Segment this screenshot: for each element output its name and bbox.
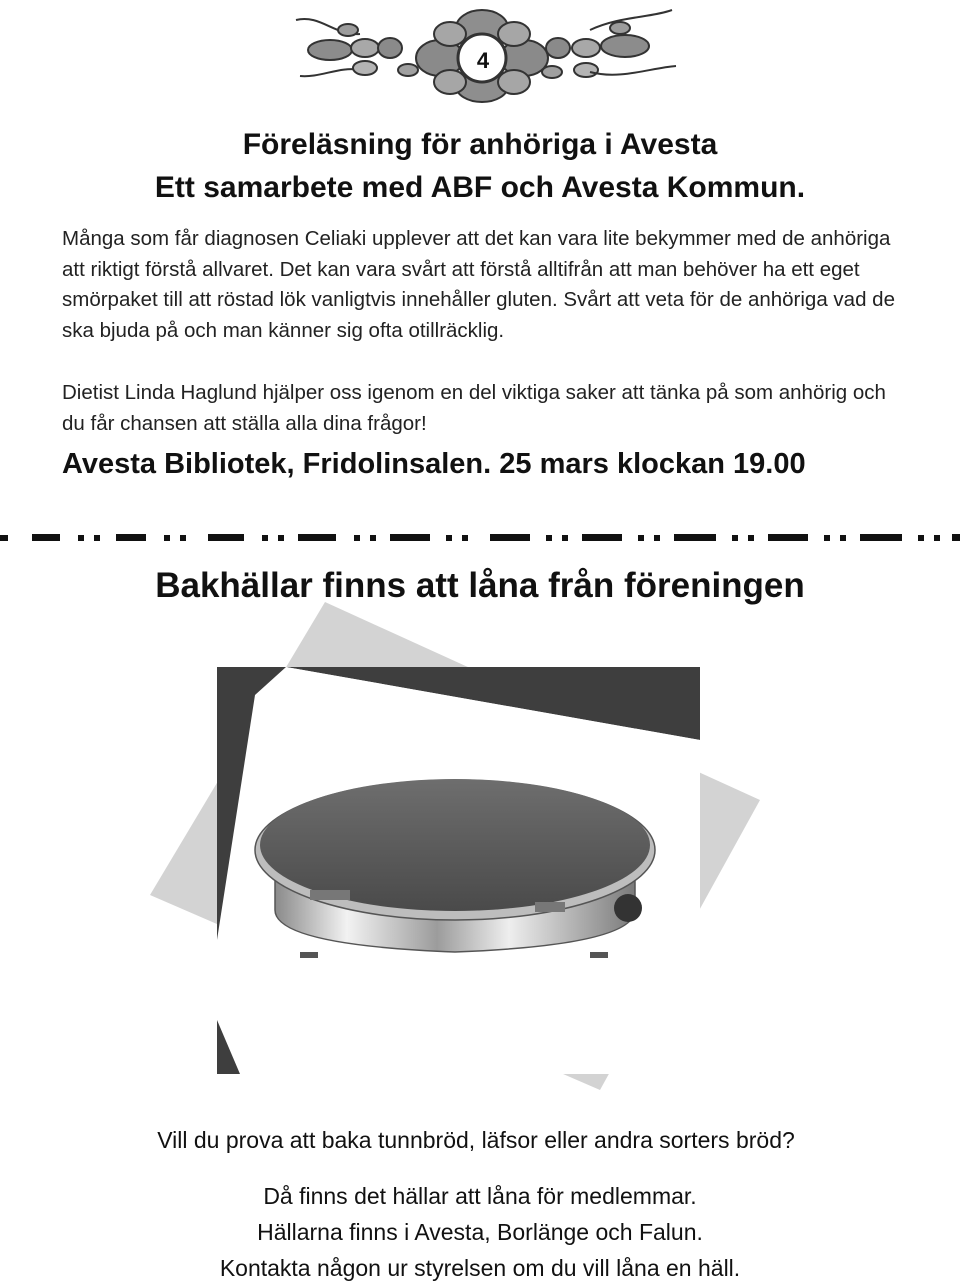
lecture-paragraph-1: Många som får diagnosen Celiaki upplever att det kan vara lite bekymmer med de anhöriga att riktigt förstå allvaret. Det kan vara svårt att förstå alltifrån att man behöver ha ett eget smörpaket till att röstad lök vanligtvis innehåller gluten. Svårt att veta för de anhöriga vad de ska bjuda på och man känner sig ofta otillräcklig. [62,227,895,342]
lecture-paragraph-2: Dietist Linda Haglund hjälper oss igenom en del viktiga saker att tänka på som anhörig och du får chansen att ställa alla dina frågor! [62,381,886,435]
bakhallar-question: Vill du prova att baka tunnbröd, läfsor eller andra sorters bröd? [157,1127,795,1153]
bakhallar-info-2: Hällarna finns i Avesta, Borlänge och Falun. [257,1219,703,1245]
bakhallar-info-3: Kontakta någon ur styrelsen om du vill låna en häll. [219,1255,741,1281]
bakhallar-title: Bakhällar finns att låna från föreningen [155,566,805,605]
section-divider [0,527,960,547]
event-location-time: Avesta Bibliotek, Fridolinsalen. 25 mars klockan 19.00 [62,448,806,480]
bakhallar-info-1: Då finns det hällar att låna för medlemmar. [263,1183,697,1209]
lecture-title: Föreläsning för anhöriga i Avesta [242,128,718,161]
page-number: 4 [476,48,490,73]
lecture-subtitle: Ett samarbete med ABF och Avesta Kommun. [154,171,806,204]
griddle-photo [150,590,840,1090]
